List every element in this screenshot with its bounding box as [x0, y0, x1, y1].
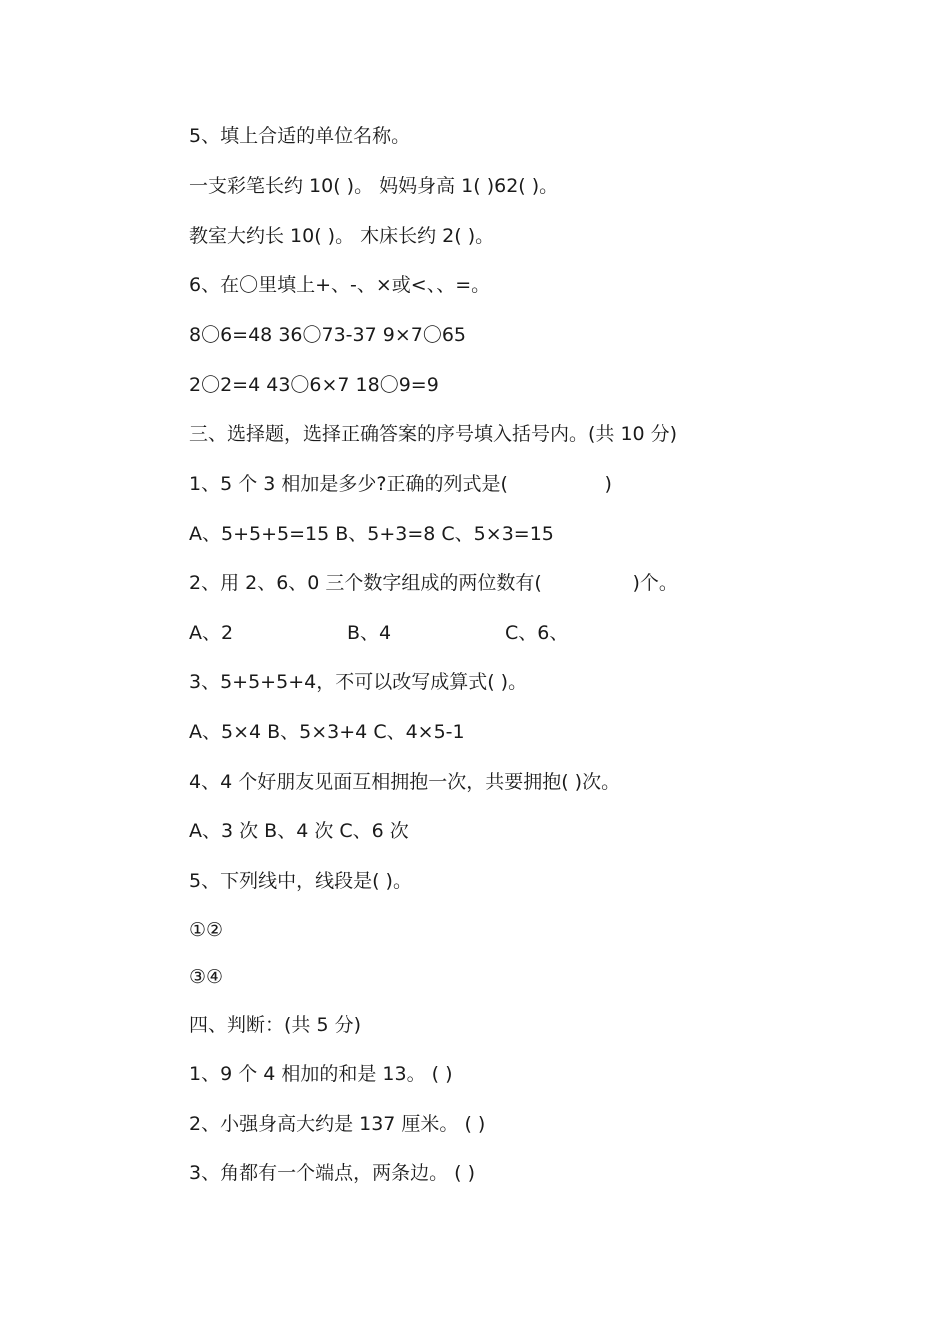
- choice-2-option-a: A、2: [189, 622, 234, 644]
- choice-4-question: 4、4 个好朋友见面互相拥抱一次，共要拥抱( )次。: [189, 771, 621, 793]
- judge-1: 1、9 个 4 相加的和是 13。 ( ): [189, 1063, 453, 1085]
- question-6-line-2: 2〇2=4 43〇6×7 18〇9=9: [189, 374, 439, 396]
- choice-2-question: 2、用 2、6、0 三个数字组成的两位数有( )个。: [189, 572, 678, 594]
- section-3-heading: 三、选择题，选择正确答案的序号填入括号内。(共 10 分): [189, 423, 678, 445]
- question-5-line-2: 教室大约长 10( )。 木床长约 2( )。: [189, 225, 495, 247]
- question-6-line-1: 8〇6=48 36〇73-37 9×7〇65: [189, 324, 467, 346]
- question-6-heading: 6、在〇里填上+、-、×或<、、=。: [189, 274, 491, 296]
- choice-5-question: 5、下列线中，线段是( )。: [189, 870, 412, 892]
- choice-5-figures-row-1: ①②: [189, 919, 224, 941]
- judge-2: 2、小强身高大约是 137 厘米。 ( ): [189, 1113, 486, 1135]
- question-5-line-1: 一支彩笔长约 10( )。 妈妈身高 1( )62( )。: [189, 175, 559, 197]
- question-5-heading: 5、填上合适的单位名称。: [189, 125, 411, 147]
- choice-2-option-c: C、6、: [505, 622, 569, 644]
- choice-4-options: A、3 次 B、4 次 C、6 次: [189, 820, 409, 842]
- choice-3-question: 3、5+5+5+4，不可以改写成算式( )。: [189, 671, 528, 693]
- choice-2-option-b: B、4: [347, 622, 392, 644]
- choice-1-options: A、5+5+5=15 B、5+3=8 C、5×3=15: [189, 523, 554, 545]
- choice-1-question: 1、5 个 3 相加是多少?正确的列式是( ): [189, 473, 612, 495]
- choice-2-options: [189, 621, 789, 645]
- choice-3-options: A、5×4 B、5×3+4 C、4×5-1: [189, 721, 465, 743]
- section-4-heading: 四、判断：(共 5 分): [189, 1014, 361, 1036]
- judge-3: 3、角都有一个端点，两条边。 ( ): [189, 1162, 475, 1184]
- choice-5-figures-row-2: ③④: [189, 966, 224, 988]
